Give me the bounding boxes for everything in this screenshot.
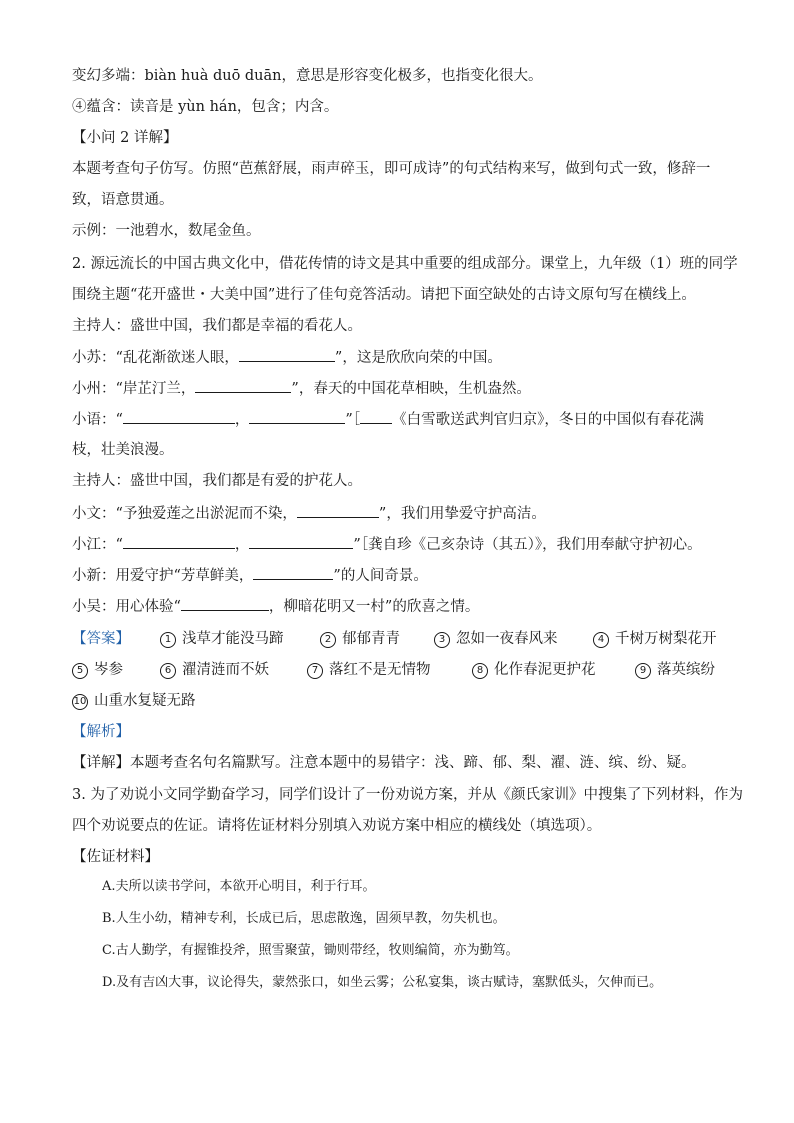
answer-item: [160, 629, 284, 649]
fill-line: [72, 409, 704, 430]
answer-blank[interactable]: [253, 565, 333, 580]
answer-item: [320, 629, 400, 649]
answer-item: [434, 629, 558, 649]
number-badge: 3: [434, 632, 450, 648]
section-heading: 【小问 2 详解】: [72, 130, 178, 146]
number-badge: 2: [320, 632, 336, 648]
line-text: 小苏：“乱花渐欲迷人眼，: [72, 350, 239, 366]
answer-text: 山重水复疑无路: [94, 693, 196, 709]
answer-blank[interactable]: [239, 347, 335, 362]
answer-text: 忽如一夜春风来: [456, 631, 558, 647]
line-text: ”，这是欣欣向荣的中国。: [334, 350, 502, 366]
material-b: B.人生小幼，精神专利，长成已后，思虑散逸，固须早教，勿失机也。: [102, 911, 506, 926]
answer-text: 落红不是无情物: [329, 662, 431, 678]
line-text: 小江：“: [72, 537, 123, 553]
text-line: 示例：一池碧水，数尾金鱼。: [72, 223, 261, 239]
line-text: ，柳暗花明又一村”的欣喜之情。: [268, 599, 480, 615]
line-text: ”［: [345, 412, 361, 428]
text-line: 主持人：盛世中国，我们都是幸福的看花人。: [72, 318, 362, 334]
line-text: ，: [234, 537, 250, 553]
line-text: 小文：“予独爱莲之出淤泥而不染，: [72, 506, 297, 522]
answer-blank[interactable]: [249, 409, 345, 424]
line-text: 小州：“岸芷汀兰，: [72, 381, 196, 397]
text-line: 围绕主题“花开盛世・大美中国”进行了佳句竞答活动。请把下面空缺处的古诗文原句写在横线上。: [72, 287, 696, 303]
answer-blank[interactable]: [249, 534, 353, 549]
fill-line: [72, 347, 502, 368]
line-text: ”的人间奇景。: [333, 568, 428, 584]
answer-text: 千树万树梨花开: [615, 631, 717, 647]
answer-text: 化作春泥更护花: [494, 662, 596, 678]
fill-line: [72, 503, 546, 524]
answer-text: 郁郁青青: [342, 631, 400, 647]
line-text: ”［龚自珍《己亥杂诗（其五）》，我们用奉献守护初心。: [353, 537, 702, 553]
answer-blank[interactable]: [123, 409, 235, 424]
fill-line: [72, 596, 479, 617]
line-text: ，: [234, 412, 250, 428]
line-text: 《白雪歌送武判官归京》，冬日的中国似有春花满: [392, 412, 704, 428]
fill-line: [72, 378, 531, 399]
section-heading: 【佐证材料】: [72, 849, 159, 865]
text-line: 枝，壮美浪漫。: [72, 442, 174, 458]
answer-item: [307, 660, 431, 680]
material-c: C.古人勤学，有握锥投斧，照雪聚萤，锄则带经，牧则编简，亦为勤笃。: [102, 943, 519, 958]
detail-text: 【详解】本题考查名句名篇默写。注意本题中的易错字：浅、蹄、郁、梨、濯、涟、缤、纷、疑。: [72, 755, 696, 771]
fill-line: [72, 565, 428, 586]
text-line: 主持人：盛世中国，我们都是有爱的护花人。: [72, 473, 362, 489]
answer-item: [635, 660, 715, 680]
answer-blank[interactable]: [181, 596, 269, 611]
text-line: 本题考查句子仿写。仿照“芭蕉舒展，雨声碎玉，即可成诗”的句式结构来写，做到句式一致，修辞一: [72, 161, 711, 177]
number-badge: 7: [307, 663, 323, 679]
line-text: 小吴：用心体验“: [72, 599, 181, 615]
line-text: 小新：用爱守护“芳草鲜美，: [72, 568, 254, 584]
answer-text: 岑参: [94, 662, 123, 678]
material-d: D.及有吉凶大事，议论得失，蒙然张口，如坐云雾；公私宴集，谈古赋诗，塞默低头，欠伸而已。: [102, 975, 663, 990]
answer-row-3: [72, 691, 732, 711]
number-badge: 4: [593, 632, 609, 648]
question-3-text: 3. 为了劝说小文同学勤奋学习，同学们设计了一份劝说方案，并从《颜氏家训》中搜集了下列材料，作为: [72, 787, 743, 803]
number-badge: 10: [72, 694, 88, 710]
answer-item: [160, 660, 269, 680]
line-text: 小语：“: [72, 412, 123, 428]
number-badge: 9: [635, 663, 651, 679]
analysis-label: 【解析】: [72, 724, 130, 740]
number-badge: 5: [72, 663, 88, 679]
text-line: 四个劝说要点的佐证。请将佐证材料分别填入劝说方案中相应的横线处（填选项）。: [72, 818, 602, 834]
text-line: ④蕴含：读音是 yùn hán，包含；内含。: [72, 99, 339, 115]
fill-line: [72, 534, 702, 555]
text-line: 致，语意贯通。: [72, 192, 174, 208]
text-line: 变幻多端：biàn huà duō duān，意思是形容变化极多，也指变化很大。: [72, 68, 543, 84]
answer-blank[interactable]: [123, 534, 235, 549]
answer-text: 落英缤纷: [657, 662, 715, 678]
line-text: ”，我们用挚爱守护高洁。: [378, 506, 546, 522]
answer-row-2: [72, 660, 732, 680]
answer-row-1: [72, 629, 732, 649]
answer-item: [472, 660, 596, 680]
answer-blank[interactable]: [360, 409, 392, 424]
answer-item: [72, 660, 123, 680]
material-a: A.夫所以读书学问，本欲开心明目，利于行耳。: [102, 879, 376, 894]
answer-blank[interactable]: [297, 503, 379, 518]
answer-text: 濯清涟而不妖: [182, 662, 269, 678]
question-2-text: 2. 源远流长的中国古典文化中，借花传情的诗文是其中重要的组成部分。课堂上，九年级（1）班的同学: [72, 256, 738, 272]
number-badge: 8: [472, 663, 488, 679]
number-badge: 6: [160, 663, 176, 679]
answer-label: 【答案】: [72, 631, 130, 647]
number-badge: 1: [160, 632, 176, 648]
line-text: ”，春天的中国花草相映，生机盎然。: [291, 381, 531, 397]
answer-item: [593, 629, 717, 649]
answer-item: [72, 691, 196, 711]
answer-blank[interactable]: [195, 378, 291, 393]
answer-text: 浅草才能没马蹄: [182, 631, 284, 647]
